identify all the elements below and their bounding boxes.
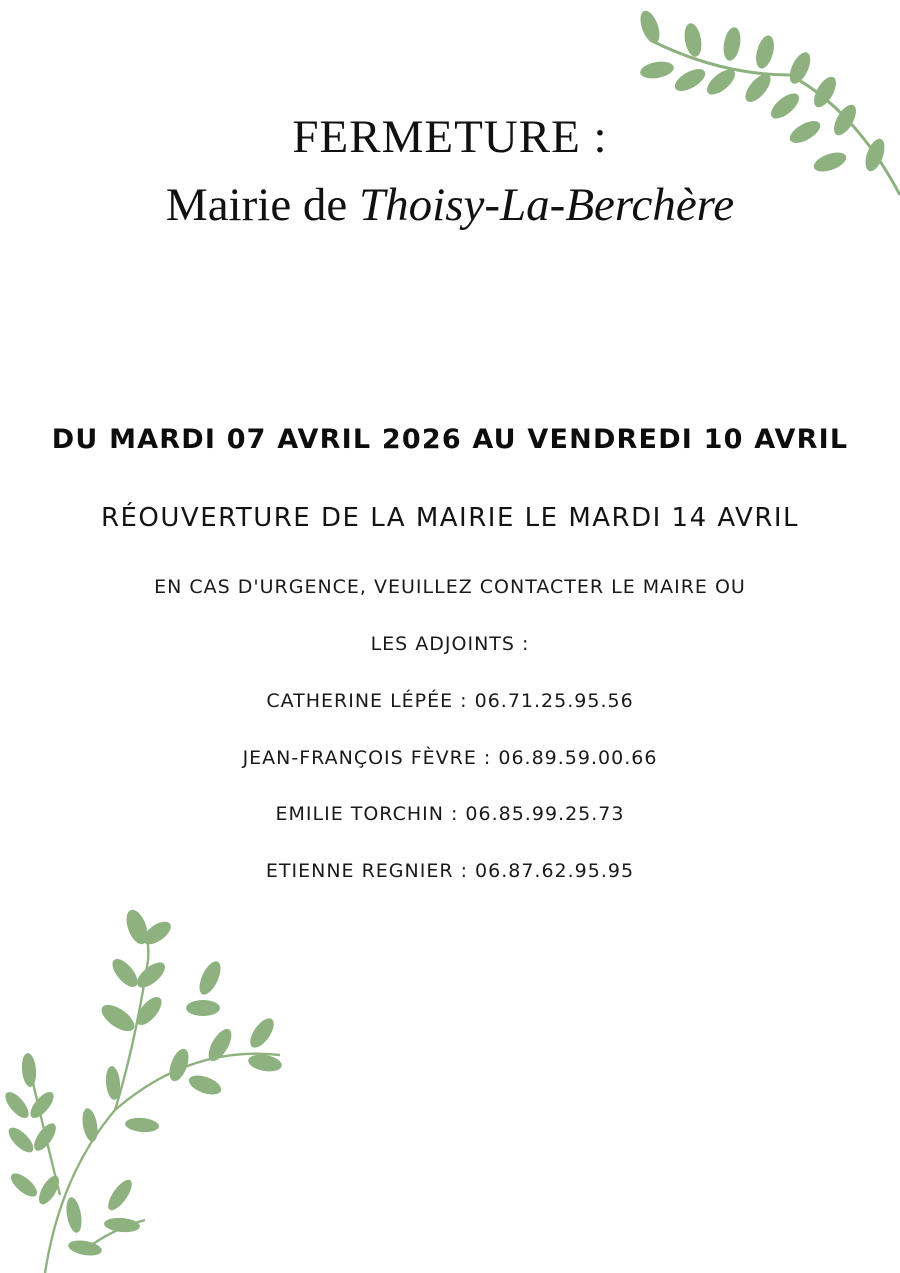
contact-item: JEAN-FRANÇOIS FÈVRE : 06.89.59.00.66	[242, 747, 658, 769]
town-name: Thoisy-La-Berchère	[359, 179, 735, 231]
urgency-text-line-1: EN CAS D'URGENCE, VEUILLEZ CONTACTER LE MAIRE OU	[154, 576, 746, 598]
subtitle-prefix: Mairie de	[165, 179, 360, 231]
contact-item: ETIENNE REGNIER : 06.87.62.95.95	[265, 860, 635, 882]
page-title: FERMETURE :	[292, 111, 608, 163]
title-block	[0, 108, 900, 244]
contact-item: CATHERINE LÉPÉE : 06.71.25.95.56	[266, 690, 634, 712]
leafy-branch-bottom-left-icon	[0, 905, 300, 1273]
urgency-text-line-2: LES ADJOINTS :	[370, 633, 530, 655]
reopening-date: RÉOUVERTURE DE LA MAIRIE LE MARDI 14 AVRIL	[100, 503, 800, 533]
page-subtitle	[0, 166, 900, 244]
closure-dates: DU MARDI 07 AVRIL 2026 AU VENDREDI 10 AVRIL	[51, 424, 849, 455]
contact-item: EMILIE TORCHIN : 06.85.99.25.73	[275, 803, 625, 825]
